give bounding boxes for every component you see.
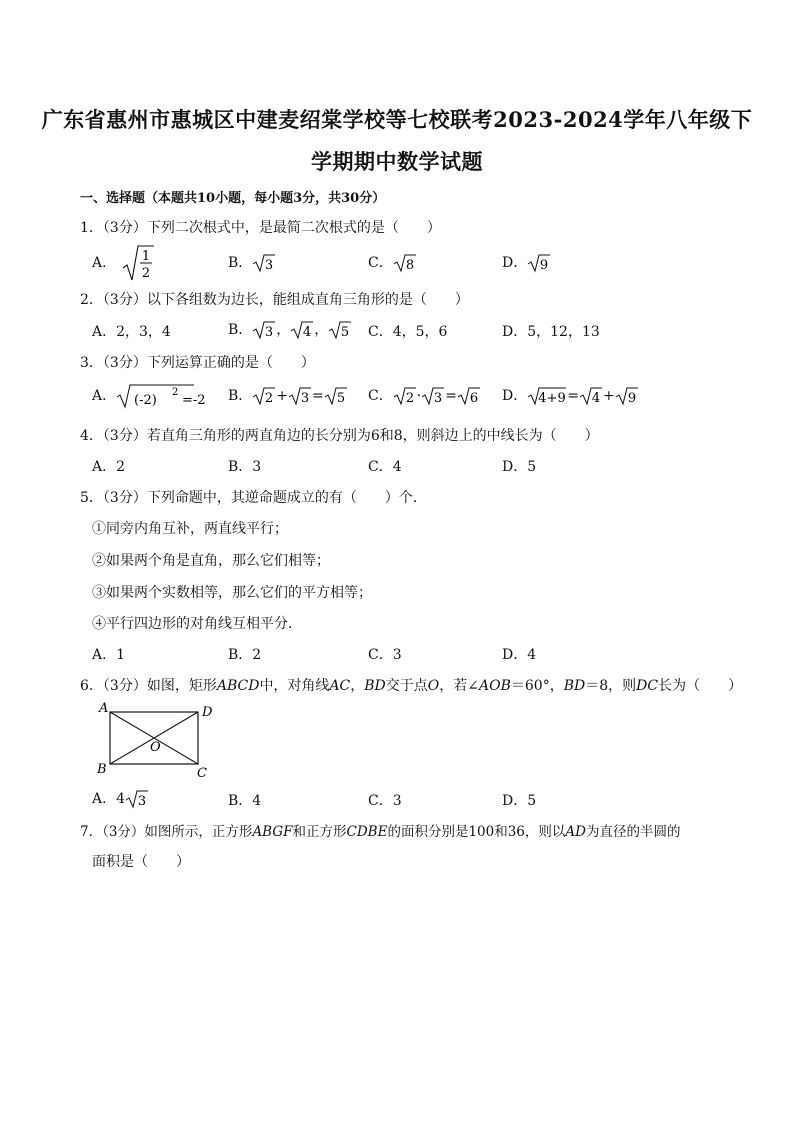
question-6-option-c: C．3 <box>368 793 402 809</box>
question-3-option-b: B． 2 + 3 = 5 <box>228 385 348 406</box>
question-4-option-c: C．4 <box>368 459 402 475</box>
svg-text:8: 8 <box>405 258 414 273</box>
numerator: 1 <box>141 249 150 264</box>
svg-text:9: 9 <box>627 391 636 406</box>
svg-text:2: 2 <box>405 391 414 406</box>
question-5-option-a: A．1 <box>92 647 126 663</box>
question-5-item-1: ①同旁内角互补，两直线平行； <box>92 521 288 537</box>
question-3-option-a: A． (-2) 2 =-2 <box>92 383 212 409</box>
svg-text:3: 3 <box>300 391 310 406</box>
svg-text:5: 5 <box>341 325 350 340</box>
question-4-option-b: B．3 <box>228 459 262 475</box>
sqrt-symbol <box>579 386 603 406</box>
question-1-option-c: C． 8 <box>368 252 417 273</box>
svg-text:3: 3 <box>137 794 147 809</box>
page-title-line-1: 广东省惠州市惠城区中建麦绍棠学校等七校联考2023-2024学年八年级下 <box>41 107 753 132</box>
question-7-stem: 7．（3分）如图所示，正方形ABGF和正方形CDBE的面积分别是100和36，则以AD为直径的半圆的 <box>80 824 681 840</box>
question-4-option-d: D．5 <box>502 459 537 475</box>
question-6-option-d: D．5 <box>502 793 537 809</box>
question-1-option-a: A． 1 2 <box>92 244 155 282</box>
svg-text:9: 9 <box>540 258 549 273</box>
svg-text:=-2: =-2 <box>182 393 206 408</box>
svg-text:2: 2 <box>265 391 274 406</box>
sqrt-symbol <box>125 789 149 809</box>
sqrt-power <box>116 383 212 409</box>
question-7-stem-line-2: 面积是（ ） <box>92 854 190 870</box>
sqrt-fraction <box>121 244 155 282</box>
question-2-option-a: A．2，3，4 <box>92 324 171 340</box>
svg-text:3: 3 <box>265 325 274 340</box>
label-c: C <box>197 766 207 781</box>
sqrt-symbol <box>393 386 417 406</box>
question-3-option-c: C． 2 · 3 = 6 <box>368 385 481 406</box>
sqrt-symbol <box>324 386 348 406</box>
sqrt-symbol <box>288 386 312 406</box>
question-6-option-b: B．4 <box>228 793 262 809</box>
rectangle-figure <box>90 700 220 782</box>
svg-text:3: 3 <box>265 258 274 273</box>
question-5-option-b: B．2 <box>228 647 262 663</box>
question-5-stem: 5．（3分）下列命题中，其逆命题成立的有（ ）个． <box>80 490 427 506</box>
question-3-option-d: D． 4+9 = 4 + 9 <box>502 385 639 406</box>
sqrt-symbol <box>252 253 276 273</box>
label-b: B <box>97 762 107 777</box>
question-1-stem: 1．（3分）下列二次根式中，是最简二次根式的是（ ） <box>80 220 441 236</box>
question-2-option-c: C．4，5，6 <box>368 324 448 340</box>
question-5-item-4: ④平行四边形的对角线互相平分． <box>92 616 302 632</box>
question-6-stem: 6．（3分）如图，矩形ABCD中，对角线AC，BD交于点O，若∠AOB＝60°，BD＝8，则DC长为（ ） <box>80 678 743 694</box>
sqrt-symbol <box>328 320 352 340</box>
sqrt-symbol <box>527 253 551 273</box>
label-a: A <box>99 701 109 716</box>
section-heading: 一、选择题（本题共10小题，每小题3分，共30分） <box>80 191 386 206</box>
question-3-stem: 3．（3分）下列运算正确的是（ ） <box>80 355 315 371</box>
svg-text:6: 6 <box>469 391 479 406</box>
sqrt-symbol <box>527 386 567 406</box>
sqrt-symbol <box>421 386 445 406</box>
svg-text:4+9: 4+9 <box>538 391 566 406</box>
question-5-item-3: ③如果两个实数相等，那么它们的平方相等； <box>92 585 372 601</box>
question-4-option-a: A．2 <box>92 459 126 475</box>
label-o: O <box>150 740 161 755</box>
svg-text:3: 3 <box>434 391 443 406</box>
svg-text:4: 4 <box>591 391 601 406</box>
sqrt-symbol <box>457 386 481 406</box>
svg-text:(-2): (-2) <box>134 393 157 408</box>
label-d: D <box>202 705 213 720</box>
sqrt-symbol <box>290 320 314 340</box>
question-4-stem: 4．（3分）若直角三角形的两直角边的长分别为6和8，则斜边上的中线长为（ ） <box>80 428 599 444</box>
svg-text:5: 5 <box>336 391 345 406</box>
question-5-option-d: D．4 <box>502 647 537 663</box>
question-1-option-b: B． 3 <box>228 252 276 273</box>
question-2-option-b: B． 3 ， 4 ， 5 <box>228 319 352 340</box>
sqrt-symbol <box>252 320 276 340</box>
question-2-stem: 2．（3分）以下各组数为边长，能组成直角三角形的是（ ） <box>80 292 469 308</box>
page-title-line-2: 学期期中数学试题 <box>311 149 483 174</box>
question-2-option-d: D．5，12，13 <box>502 324 600 340</box>
sqrt-symbol <box>393 253 417 273</box>
question-1-option-d: D． 9 <box>502 252 551 273</box>
question-5-item-2: ②如果两个角是直角，那么它们相等； <box>92 553 330 569</box>
svg-text:4: 4 <box>303 325 312 340</box>
denominator: 2 <box>141 266 150 281</box>
svg-text:2: 2 <box>172 387 179 398</box>
question-6-option-a: A．4 3 <box>92 788 149 809</box>
sqrt-symbol <box>615 386 639 406</box>
question-5-option-c: C．3 <box>368 647 402 663</box>
sqrt-symbol <box>252 386 276 406</box>
